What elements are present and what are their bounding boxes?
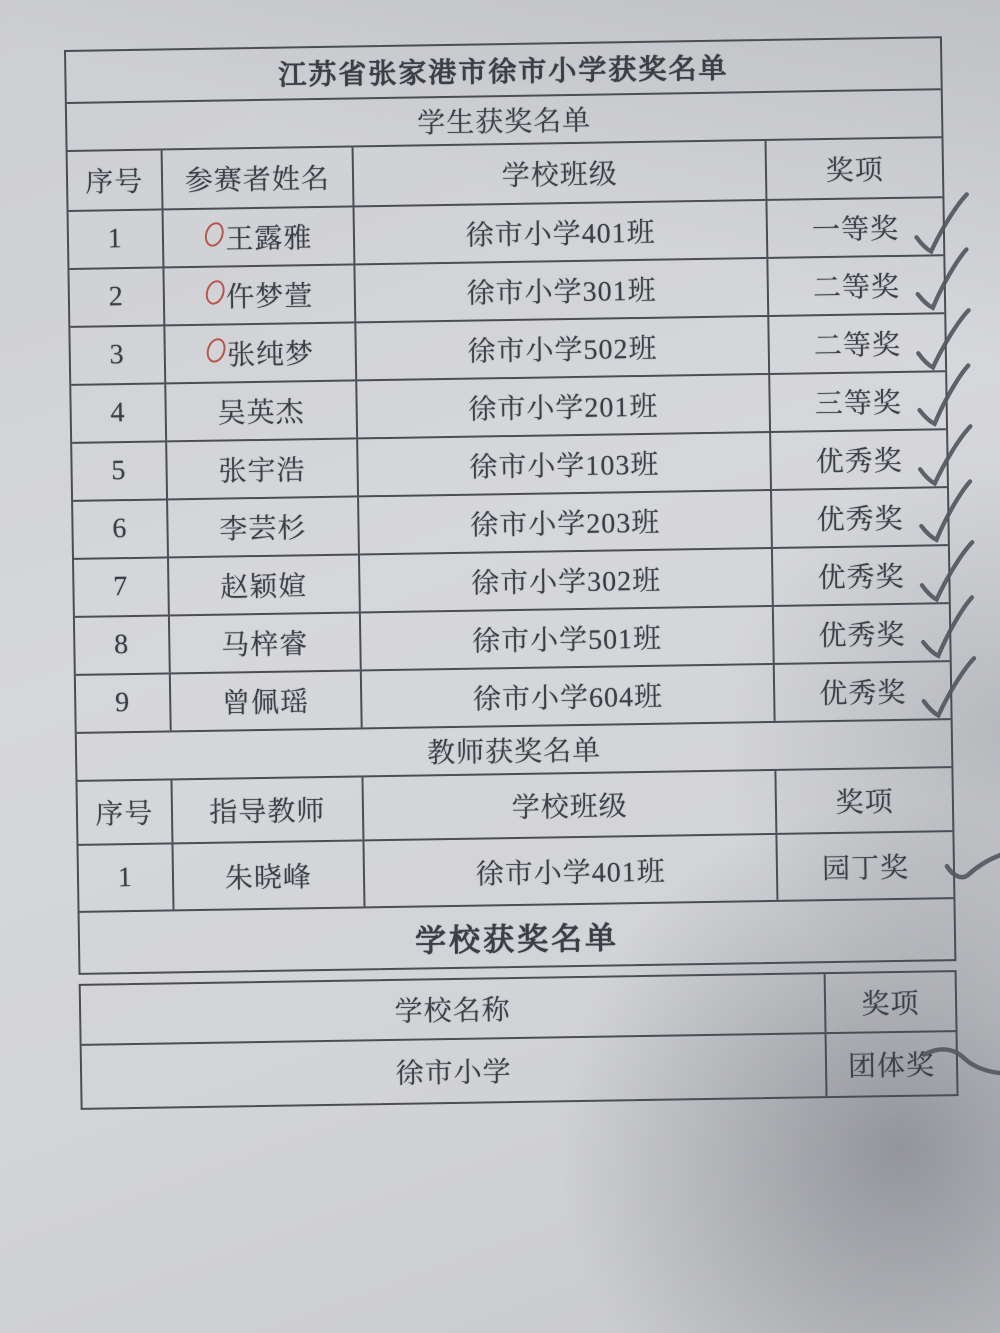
page-title: 江苏省张家港市徐市小学获奖名单 — [278, 53, 729, 92]
award-text: 优秀奖 — [817, 561, 905, 595]
award-cell — [773, 662, 950, 721]
participant-name-text: 马梓睿 — [220, 629, 309, 662]
award-text: 一等奖 — [811, 213, 900, 247]
participant-name — [161, 207, 353, 266]
award-cell — [770, 430, 947, 489]
participant-name — [162, 265, 354, 324]
award-cell — [772, 604, 949, 663]
school-class: 徐市小学502班 — [354, 317, 768, 379]
participant-name-text: 赵颖媗 — [220, 571, 308, 604]
participant-name — [165, 439, 357, 498]
row-number: 1 — [117, 861, 134, 893]
award-cell — [769, 372, 946, 431]
participant-name-text: 王露雅 — [225, 223, 313, 256]
row-number: 2 — [108, 281, 124, 313]
participant-name-text: 吴英杰 — [217, 397, 305, 430]
school-class: 徐市小学401班 — [362, 835, 776, 906]
main-award-table — [64, 36, 956, 975]
row-number: 4 — [110, 397, 126, 429]
participant-name-text: 曾佩瑶 — [221, 687, 310, 720]
school-class: 徐市小学501班 — [359, 607, 773, 669]
participant-name — [164, 381, 356, 440]
school-class: 徐市小学302班 — [358, 549, 772, 611]
award-cell — [771, 546, 948, 605]
award-text: 二等奖 — [813, 329, 902, 363]
red-circle-icon — [203, 277, 228, 307]
award-text: 优秀奖 — [815, 445, 904, 479]
participant-name — [163, 323, 355, 382]
participant-name — [167, 555, 359, 614]
row-number: 7 — [113, 571, 129, 603]
teacher-name: 朱晓峰 — [171, 841, 363, 909]
school-class: 徐市小学301班 — [353, 259, 767, 321]
checkmark-icon — [945, 849, 1000, 886]
award-text: 优秀奖 — [819, 677, 907, 711]
participant-name-text: 李芸杉 — [219, 513, 307, 546]
participant-name — [168, 671, 360, 730]
award-cell — [824, 1032, 956, 1096]
award-text: 二等奖 — [812, 271, 901, 305]
row-number: 9 — [114, 687, 131, 719]
student-section-title: 学生获奖名单 — [416, 105, 592, 140]
award-text: 优秀奖 — [818, 619, 906, 653]
school-name: 徐市小学 — [395, 1057, 512, 1090]
award-cell — [770, 488, 947, 547]
row-number: 6 — [112, 513, 128, 545]
column-header-class: 学校班级 — [361, 771, 775, 839]
award-text: 三等奖 — [814, 387, 903, 421]
red-circle-icon — [204, 335, 229, 365]
school-class: 徐市小学401班 — [353, 201, 767, 263]
award-text: 团体奖 — [847, 1050, 936, 1083]
column-header-teacher: 指导教师 — [170, 777, 362, 842]
column-header-name: 参赛者姓名 — [160, 147, 352, 208]
award-cell — [766, 198, 943, 257]
school-award-table — [79, 970, 959, 1110]
row-number: 8 — [113, 629, 130, 661]
school-section-title: 学校获奖名单 — [414, 919, 620, 959]
award-cell — [776, 832, 954, 900]
red-circle-icon — [202, 219, 227, 249]
participant-name-text: 仵梦萱 — [225, 281, 314, 314]
school-class: 徐市小学203班 — [357, 491, 771, 553]
column-header-award: 奖项 — [765, 138, 942, 199]
school-class: 徐市小学201班 — [355, 375, 769, 437]
award-text: 优秀奖 — [816, 503, 904, 537]
row-number: 1 — [107, 223, 124, 255]
award-cell — [767, 256, 944, 315]
row-number: 5 — [111, 455, 127, 487]
table-row — [78, 830, 953, 911]
participant-name — [168, 613, 360, 672]
participant-name — [166, 497, 358, 556]
participant-name-text: 张纯梦 — [226, 339, 315, 372]
column-header-award: 奖项 — [824, 972, 956, 1032]
column-header-no: 序号 — [85, 166, 144, 199]
column-header-no: 序号 — [95, 798, 154, 831]
award-cell — [768, 314, 945, 373]
column-header-school-name: 学校名称 — [394, 995, 511, 1028]
column-header-award: 奖项 — [775, 768, 952, 833]
award-text: 园丁奖 — [821, 852, 910, 885]
school-class: 徐市小学103班 — [356, 433, 770, 495]
column-header-class: 学校班级 — [352, 141, 766, 205]
teacher-section-title: 教师获奖名单 — [426, 735, 602, 770]
school-class: 徐市小学604班 — [360, 665, 774, 727]
row-number: 3 — [109, 339, 125, 371]
participant-name-text: 张宇浩 — [218, 455, 306, 488]
award-list-sheet — [64, 36, 959, 1110]
